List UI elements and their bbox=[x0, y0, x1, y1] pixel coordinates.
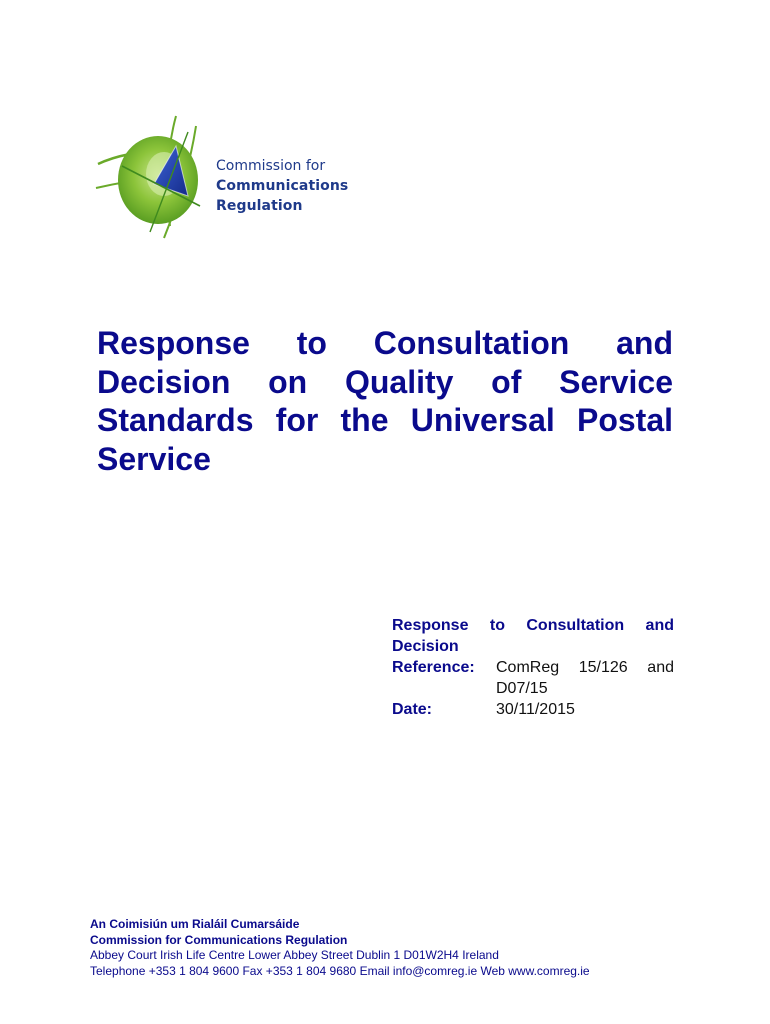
footer-address: Abbey Court Irish Life Centre Lower Abbey Street Dublin 1 D01W2H4 Ireland bbox=[90, 948, 499, 962]
reference-row bbox=[392, 657, 674, 699]
document-metadata bbox=[392, 615, 674, 720]
reference-value: ComReg 15/126 and D07/15 bbox=[496, 659, 674, 697]
document-type: Response to Consultation and Decision bbox=[392, 617, 674, 655]
logo-text-line2: Communications Regulation bbox=[216, 178, 349, 214]
date-label: Date: bbox=[392, 701, 433, 718]
document-title: Response to Consultation and Decision on Quality of Service Standards for the Universal Postal Service bbox=[97, 325, 673, 477]
footer-english-name: Commission for Communications Regulation bbox=[90, 932, 348, 947]
date-row bbox=[392, 699, 674, 720]
footer-contact: Telephone +353 1 804 9600 Fax +353 1 804 9680 Email info@comreg.ie Web www.comreg.ie bbox=[90, 963, 590, 978]
page-footer bbox=[90, 917, 710, 979]
comreg-logo bbox=[92, 108, 432, 248]
footer-irish-name: An Coimisiún um Rialáil Cumarsáide bbox=[90, 917, 300, 931]
logo-text-line1: Commission for bbox=[216, 158, 326, 174]
reference-label: Reference: bbox=[392, 659, 475, 676]
date-value: 30/11/2015 bbox=[496, 701, 575, 718]
comreg-emblem-icon bbox=[92, 108, 222, 248]
